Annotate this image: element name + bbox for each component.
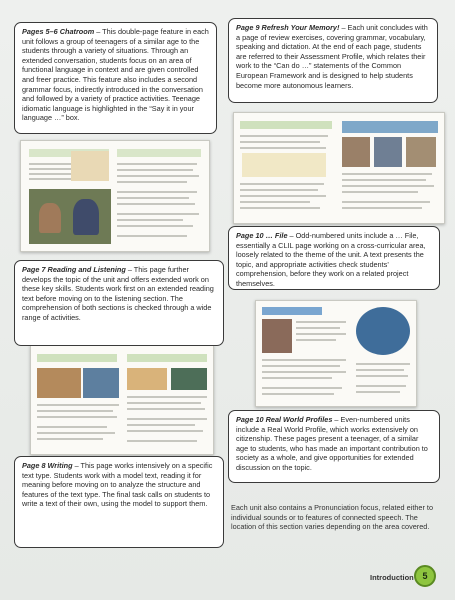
- refresh-spread-thumbnail: [233, 112, 445, 224]
- file-callout: [228, 226, 440, 290]
- writing-callout: [14, 456, 224, 548]
- chatroom-text: – This double-page feature in each unit follows a group of teenagers of a similar age to the students through a variety of situations. Through an extended conversation, students focus on an area of functional language in context and are given controlled and freer practice. This feature also includes a second grammar focus, indirectly introduced in the conversation and followed by a variety of practice activities. Teenage idiomatic language is highlighted in the “Say it in your language …” box.: [22, 27, 209, 123]
- profiles-text: – Even-numbered units include a Real World Profile, which works extensively on citizenship. These pages present a teenager, of a similar age to students, who has made an important contribution to society as a whole, and give opportunities for extended discussion on the topic.: [236, 415, 428, 472]
- refresh-text: – Each unit concludes with a page of review exercises, covering grammar, vocabulary, speaking and dictation. At the end of each page, students are referred to their Assessment Profile, which relates their work to the “Can do …” statements of the Common European Framework and is designed to help students become more autonomous learners.: [236, 23, 428, 90]
- chatroom-callout: [14, 22, 217, 134]
- page-number: 5: [422, 571, 428, 581]
- profiles-title: Page 10 Real World Profiles: [236, 415, 333, 424]
- file-text: – Odd-numbered units include a … File, essentially a CLIL page working on a cross-curricular area, loosely related to the theme of the unit. A text presents the topic, and appropriate activities check students’ comprehension, before they work on a related project themselves.: [236, 231, 426, 288]
- file-title: Page 10 … File: [236, 231, 288, 240]
- reading-callout: [14, 260, 224, 346]
- footer-section-label: Introduction: [370, 573, 414, 582]
- reading-title: Page 7 Reading and Listening: [22, 265, 126, 274]
- profiles-callout: [228, 410, 440, 483]
- chatroom-spread-thumbnail: [20, 140, 210, 252]
- reading-text: – This page further develops the topic of the unit and offers extended work on these key skills. Students work first on an extended reading text before moving on to the listening section. The comprehension of both sections is checked through a wide range of activities.: [22, 265, 214, 322]
- writing-spread-thumbnail: [30, 345, 214, 455]
- writing-title: Page 8 Writing: [22, 461, 73, 470]
- refresh-callout: [228, 18, 438, 103]
- chatroom-title: Pages 5–6 Chatroom: [22, 27, 95, 36]
- writing-text: – This page works intensively on a specific text type. Students work with a model text, reading it for meaning before moving on to analyze the structure and features of the text type. The final task calls on students to write a text of their own, using the model to support them.: [22, 461, 213, 509]
- profiles-page-thumbnail: [255, 300, 417, 407]
- pronunciation-note: Each unit also contains a Pronunciation focus, related either to individual sounds or to features of connected speech. The location of this section varies depending on the area covered.: [231, 503, 434, 532]
- refresh-title: Page 9 Refresh Your Memory!: [236, 23, 340, 32]
- page-number-badge: [414, 565, 436, 587]
